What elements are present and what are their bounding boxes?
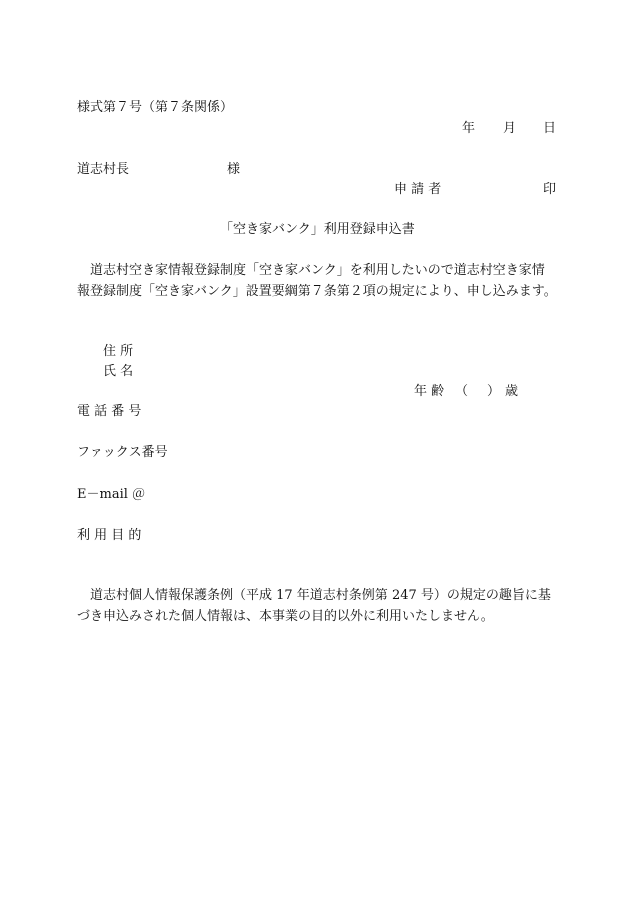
age-unit: 歳 xyxy=(505,384,519,399)
date-month: 月 xyxy=(503,121,517,136)
date-year: 年 xyxy=(462,121,476,136)
date-day: 日 xyxy=(543,121,557,136)
field-name-label: 氏 名 xyxy=(103,364,134,379)
field-email-label: E－mail ＠ xyxy=(77,487,146,502)
form-number: 様式第７号（第７条関係） xyxy=(77,100,234,115)
privacy-notice-text: 道志村個人情報保護条例（平成 17 年道志村条例第 247 号）の規定の趣旨に基づき申込みされた個人情報は、本事業の目的以外に利用いたしません。 xyxy=(77,588,551,624)
age-close-paren: ） xyxy=(487,384,501,399)
document-title: 「空き家バンク」利用登録申込書 xyxy=(220,222,415,237)
seal-mark: 印 xyxy=(543,182,557,197)
field-fax-label: ファックス番号 xyxy=(77,445,168,460)
field-phone-label: 電 話 番 号 xyxy=(77,404,142,419)
age-open-paren: （ xyxy=(455,384,469,399)
applicant-label: 申 請 者 xyxy=(394,182,442,197)
field-address-label: 住 所 xyxy=(103,344,134,359)
field-age-label: 年 齢 xyxy=(414,384,445,399)
field-purpose-label: 利 用 目 的 xyxy=(77,528,142,543)
addressee-honorific: 様 xyxy=(227,162,241,177)
application-body-text: 道志村空き家情報登録制度「空き家バンク」を利用したいので道志村空き家情報登録制度「空き家バンク」設置要綱第７条第２項の規定により、申し込みます。 xyxy=(77,263,557,299)
addressee-name: 道志村長 xyxy=(77,162,130,177)
